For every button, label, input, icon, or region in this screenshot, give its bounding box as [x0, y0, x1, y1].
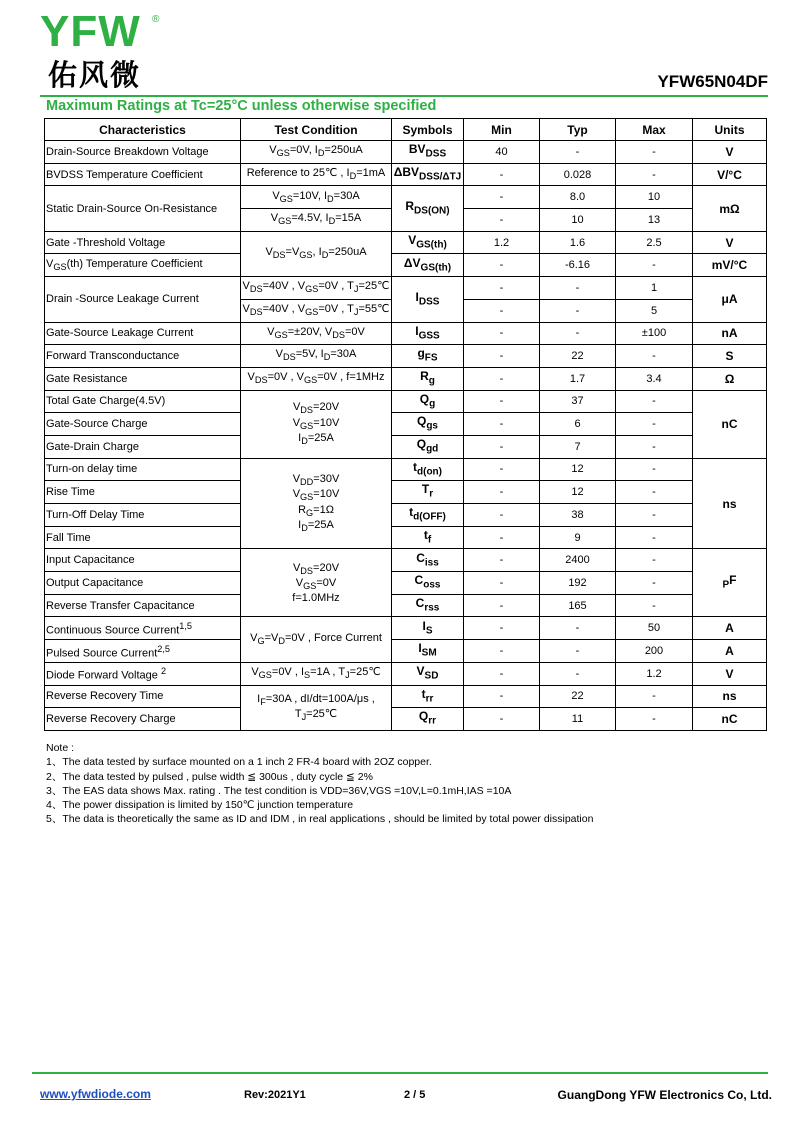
min-cell: - [464, 594, 540, 617]
symbol-cell: $R_{DS(ON)}$ [392, 186, 464, 231]
max-cell: - [616, 549, 693, 572]
table-row [45, 254, 767, 277]
typ-cell: 38 [540, 504, 616, 527]
symbol-cell: $I_{DSS}$ [392, 277, 464, 322]
symbol-cell: $R_g$ [392, 367, 464, 390]
max-cell: - [616, 413, 693, 436]
characteristic-cell: Forward Transconductance [45, 345, 241, 368]
unit-cell: V [693, 231, 767, 254]
characteristic-cell: Gate-Source Charge [45, 413, 241, 436]
logo-letters: YFW [40, 7, 141, 56]
typ-cell: 2400 [540, 549, 616, 572]
table-row [45, 526, 767, 549]
unit-cell: A [693, 617, 767, 640]
characteristic-cell: Gate -Threshold Voltage [45, 231, 241, 254]
table-row [45, 458, 767, 481]
notes-section [46, 741, 593, 827]
condition-cell: $V_{GS}=\pm 20V$, $V_{DS}=0V$ [241, 322, 392, 345]
max-cell: 10 [616, 186, 693, 209]
page-number: 2 / 5 [404, 1089, 426, 1101]
typ-cell: 12 [540, 481, 616, 504]
col-header: Max [616, 119, 693, 141]
table-row [45, 163, 767, 186]
typ-cell: - [540, 640, 616, 663]
table-row [45, 708, 767, 731]
min-cell: - [464, 277, 540, 300]
min-cell: - [464, 345, 540, 368]
max-cell: - [616, 435, 693, 458]
symbol-cell: $I_S$ [392, 617, 464, 640]
col-header: Symbols [392, 119, 464, 141]
table-row [45, 481, 767, 504]
max-cell: 1.2 [616, 662, 693, 685]
footer-divider [32, 1072, 768, 1074]
min-cell: - [464, 367, 540, 390]
ratings-table [44, 118, 767, 731]
website-link[interactable]: www.yfwdiode.com [40, 1087, 151, 1101]
max-cell: 13 [616, 209, 693, 232]
symbol-cell: $BV_{DSS}$ [392, 141, 464, 164]
min-cell: - [464, 435, 540, 458]
characteristic-cell: Input Capacitance [45, 549, 241, 572]
typ-cell: 22 [540, 685, 616, 708]
symbol-cell: $Q_{gd}$ [392, 435, 464, 458]
max-cell: - [616, 458, 693, 481]
part-number: YFW65N04DF [657, 72, 768, 91]
unit-cell: ns [693, 685, 767, 708]
condition-cell: $V_{DS}=V_{GS}$, $I_D=250uA$ [241, 231, 392, 276]
condition-cell: $V_{DS}=40V$ , $V_{GS}=0V$ , $T_J=25℃$ [241, 277, 392, 300]
table-row [45, 277, 767, 300]
notes-title: Note : [46, 742, 75, 754]
unit-cell: mΩ [693, 186, 767, 231]
max-cell: - [616, 504, 693, 527]
min-cell: - [464, 662, 540, 685]
unit-cell: S [693, 345, 767, 368]
typ-cell: 22 [540, 345, 616, 368]
condition-cell: $V_{GS}=10V$, $I_D=30A$ [241, 186, 392, 209]
typ-cell: 8.0 [540, 186, 616, 209]
unit-cell: Ω [693, 367, 767, 390]
max-cell: - [616, 685, 693, 708]
typ-cell: -6.16 [540, 254, 616, 277]
table-row [45, 617, 767, 640]
characteristic-cell: Static Drain-Source On-Resistance [45, 186, 241, 231]
typ-cell: - [540, 141, 616, 164]
max-cell: - [616, 708, 693, 731]
max-cell: ±100 [616, 322, 693, 345]
characteristic-cell: Gate-Source Leakage Current [45, 322, 241, 345]
min-cell: - [464, 254, 540, 277]
characteristic-cell: Turn-Off Delay Time [45, 504, 241, 527]
condition-cell: $V_{DS}=20V$ $V_{GS}=10V$ $I_D=25A$ [241, 390, 392, 458]
min-cell: - [464, 526, 540, 549]
characteristic-cell: Output Capacitance [45, 572, 241, 595]
typ-cell: - [540, 617, 616, 640]
unit-cell: V [693, 141, 767, 164]
note-item: 4、The power dissipation is limited by 150℃ junction temperature [46, 799, 354, 812]
max-cell: - [616, 163, 693, 186]
min-cell: - [464, 617, 540, 640]
typ-cell: 192 [540, 572, 616, 595]
max-cell: - [616, 481, 693, 504]
typ-cell: 12 [540, 458, 616, 481]
col-header: Typ [540, 119, 616, 141]
condition-cell: $V_{GS}=0V$, $I_D=250uA$ [241, 141, 392, 164]
min-cell: - [464, 163, 540, 186]
characteristic-cell: Diode Forward Voltage $^2$ [45, 662, 241, 685]
company-name: GuangDong YFW Electronics Co, Ltd. [557, 1088, 772, 1102]
condition-cell: $V_{DS}=40V$ , $V_{GS}=0V$ , $T_J=55℃$ [241, 299, 392, 322]
characteristic-cell: Reverse Recovery Charge [45, 708, 241, 731]
max-cell: 50 [616, 617, 693, 640]
table-row [45, 390, 767, 413]
note-item: 3、The EAS data shows Max. rating . The test condition is VDD=36V,VGS =10V,L=0.1mH,IAS =10A [46, 784, 512, 797]
characteristic-cell: Continuous Source Current$^{1,5}$ [45, 617, 241, 640]
max-cell: 200 [616, 640, 693, 663]
max-cell: - [616, 390, 693, 413]
condition-cell: $V_{GS}=4.5V$, $I_D=15A$ [241, 209, 392, 232]
col-header: Characteristics [45, 119, 241, 141]
min-cell: - [464, 390, 540, 413]
symbol-cell: $C_{rss}$ [392, 594, 464, 617]
max-cell: 5 [616, 299, 693, 322]
characteristic-cell: Gate-Drain Charge [45, 435, 241, 458]
typ-cell: - [540, 662, 616, 685]
min-cell: - [464, 322, 540, 345]
characteristic-cell: Pulsed Source Current$^{2,5}$ [45, 640, 241, 663]
max-cell: 3.4 [616, 367, 693, 390]
table-row [45, 322, 767, 345]
unit-cell: ns [693, 458, 767, 549]
max-cell: 1 [616, 277, 693, 300]
table-row [45, 435, 767, 458]
symbol-cell: $Q_{rr}$ [392, 708, 464, 731]
characteristic-cell: Reverse Transfer Capacitance [45, 594, 241, 617]
max-cell: 2.5 [616, 231, 693, 254]
min-cell: 40 [464, 141, 540, 164]
characteristic-cell: Total Gate Charge(4.5V) [45, 390, 241, 413]
typ-cell: 7 [540, 435, 616, 458]
table-row [45, 549, 767, 572]
table-row [45, 640, 767, 663]
condition-cell: $V_{DD}=30V$ $V_{GS}=10V$ $R_G=1\Omega$ $I_D=25A$ [241, 458, 392, 549]
note-item: 5、The data is theoretically the same as ID and IDM , in real applications , should be limited by total power dissipation [46, 813, 594, 826]
table-row [45, 504, 767, 527]
typ-cell: 1.7 [540, 367, 616, 390]
note-item: 1、The data tested by surface mounted on a 1 inch 2 FR-4 board with 2OZ copper. [46, 756, 432, 769]
condition-cell: $I_F=30A$ , dI/dt=100A/μs , $T_J=25℃$ [241, 685, 392, 730]
max-cell: - [616, 572, 693, 595]
company-logo [40, 7, 170, 94]
table-row [45, 231, 767, 254]
table-row [45, 141, 767, 164]
table-row [45, 413, 767, 436]
typ-cell: 1.6 [540, 231, 616, 254]
unit-cell: nC [693, 708, 767, 731]
min-cell: - [464, 572, 540, 595]
min-cell: - [464, 186, 540, 209]
table-row [45, 345, 767, 368]
typ-cell: - [540, 322, 616, 345]
typ-cell: 165 [540, 594, 616, 617]
min-cell: - [464, 549, 540, 572]
symbol-cell: $\Delta V_{GS(th)}$ [392, 254, 464, 277]
symbol-cell: $t_{d(OFF)}$ [392, 504, 464, 527]
characteristic-cell: Drain -Source Leakage Current [45, 277, 241, 322]
condition-cell: $V_G=V_D=0V$ , Force Current [241, 617, 392, 662]
symbol-cell: $\Delta BV_{DSS/\Delta TJ}$ [392, 163, 464, 186]
unit-cell: V [693, 662, 767, 685]
symbol-cell: $C_{oss}$ [392, 572, 464, 595]
registered-mark: ® [152, 14, 160, 25]
condition-cell: $V_{GS}=0V$ , $I_S=1A$ , $T_J=25℃$ [241, 662, 392, 685]
table-row [45, 662, 767, 685]
symbol-cell: $V_{SD}$ [392, 662, 464, 685]
min-cell: - [464, 481, 540, 504]
min-cell: - [464, 413, 540, 436]
note-item: 2、The data tested by pulsed , pulse width ≦ 300us , duty cycle ≦ 2% [46, 770, 373, 783]
characteristic-cell: Turn-on delay time [45, 458, 241, 481]
table-row [45, 186, 767, 209]
condition-cell: $V_{DS}=0V$ , $V_{GS}=0V$ , f=1MHz [241, 367, 392, 390]
characteristic-cell: Drain-Source Breakdown Voltage [45, 141, 241, 164]
min-cell: - [464, 299, 540, 322]
characteristic-cell: $V_{GS}(th)$ Temperature Coefficient [45, 254, 241, 277]
table-row [45, 367, 767, 390]
symbol-cell: $I_{GSS}$ [392, 322, 464, 345]
table-header-row [45, 119, 767, 141]
section-title: Maximum Ratings at Tc=25°C unless otherwise specified [46, 98, 437, 114]
min-cell: - [464, 209, 540, 232]
max-cell: - [616, 526, 693, 549]
typ-cell: 6 [540, 413, 616, 436]
unit-cell: μA [693, 277, 767, 322]
unit-cell: $_P$F [693, 549, 767, 617]
typ-cell: - [540, 277, 616, 300]
revision-label: Rev:2021Y1 [244, 1089, 306, 1101]
characteristic-cell: Gate Resistance [45, 367, 241, 390]
symbol-cell: $t_f$ [392, 526, 464, 549]
condition-cell: $V_{DS}=20V$ $V_{GS}=0V$ f=1.0MHz [241, 549, 392, 617]
unit-cell: V/°C [693, 163, 767, 186]
symbol-cell: $Q_g$ [392, 390, 464, 413]
max-cell: - [616, 594, 693, 617]
symbol-cell: $t_{rr}$ [392, 685, 464, 708]
table-row [45, 594, 767, 617]
col-header: Units [693, 119, 767, 141]
logo-chinese-name: 佑风微 [48, 60, 142, 92]
min-cell: - [464, 504, 540, 527]
symbol-cell: $Q_{gs}$ [392, 413, 464, 436]
typ-cell: 10 [540, 209, 616, 232]
characteristic-cell: Reverse Recovery Time [45, 685, 241, 708]
typ-cell: 0.028 [540, 163, 616, 186]
condition-cell: $V_{DS}=5V$, $I_D=30A$ [241, 345, 392, 368]
symbol-cell: $I_{SM}$ [392, 640, 464, 663]
col-header: Min [464, 119, 540, 141]
condition-cell: Reference to 25℃ , $I_D=1mA$ [241, 163, 392, 186]
max-cell: - [616, 345, 693, 368]
unit-cell: A [693, 640, 767, 663]
symbol-cell: $V_{GS(th)}$ [392, 231, 464, 254]
unit-cell: mV/°C [693, 254, 767, 277]
symbol-cell: $C_{iss}$ [392, 549, 464, 572]
min-cell: - [464, 640, 540, 663]
max-cell: - [616, 254, 693, 277]
col-header: Test Condition [241, 119, 392, 141]
table-row [45, 685, 767, 708]
max-cell: - [616, 141, 693, 164]
symbol-cell: $T_r$ [392, 481, 464, 504]
characteristic-cell: BVDSS Temperature Coefficient [45, 163, 241, 186]
unit-cell: nC [693, 390, 767, 458]
typ-cell: 9 [540, 526, 616, 549]
table-row [45, 572, 767, 595]
symbol-cell: $t_{d(on)}$ [392, 458, 464, 481]
symbol-cell: $g_{FS}$ [392, 345, 464, 368]
characteristic-cell: Fall Time [45, 526, 241, 549]
min-cell: - [464, 708, 540, 731]
min-cell: - [464, 458, 540, 481]
characteristic-cell: Rise Time [45, 481, 241, 504]
unit-cell: nA [693, 322, 767, 345]
typ-cell: 11 [540, 708, 616, 731]
min-cell: 1.2 [464, 231, 540, 254]
typ-cell: 37 [540, 390, 616, 413]
min-cell: - [464, 685, 540, 708]
header-divider [40, 95, 768, 97]
typ-cell: - [540, 299, 616, 322]
